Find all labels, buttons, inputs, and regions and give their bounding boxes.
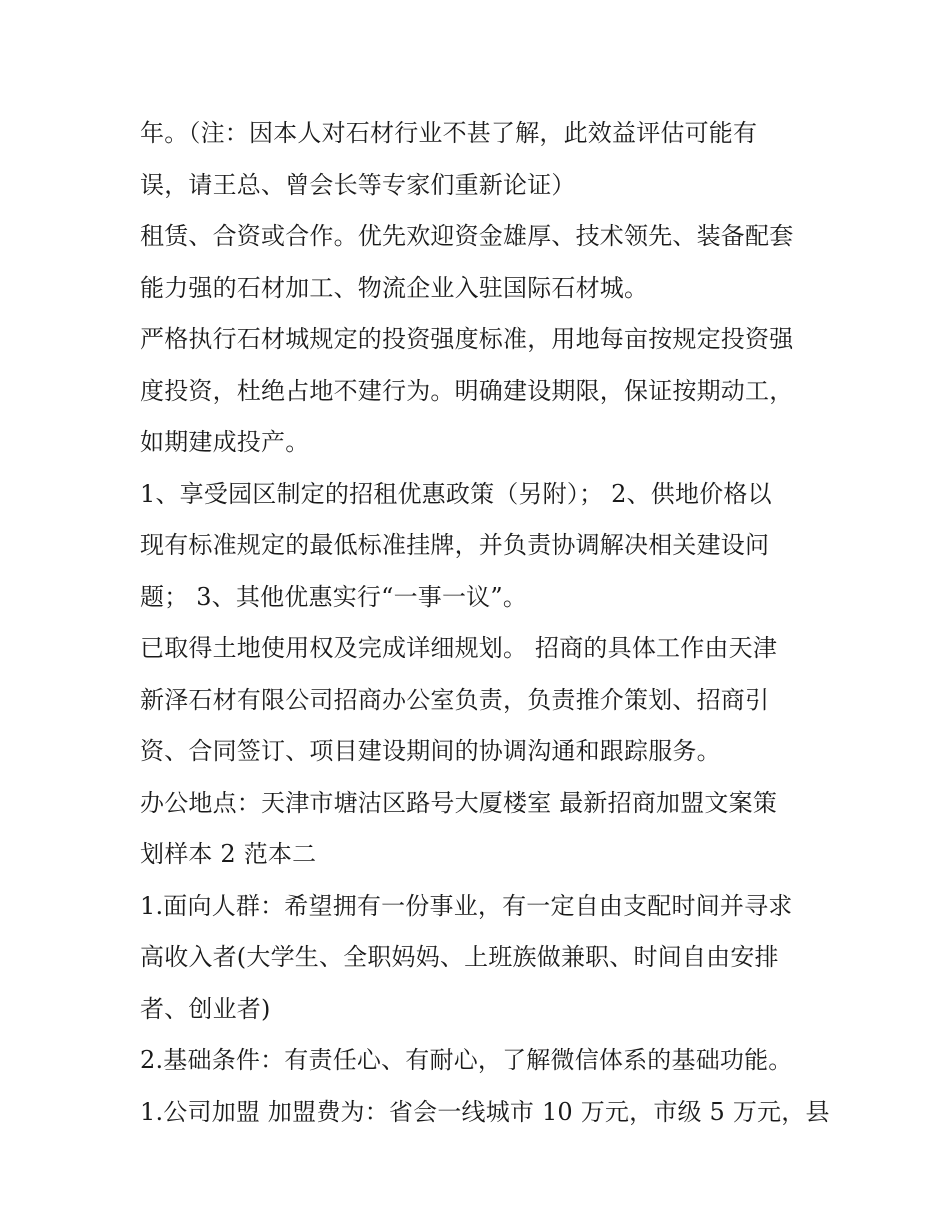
text-line: 者、创业者) [140,994,271,1023]
text-line: 已取得土地使用权及完成详细规划。 招商的具体工作由天津 [140,634,778,662]
text-line: 办公地点：天津市塘沽区路号大厦楼室 最新招商加盟文案策 [140,788,778,817]
text-line: 2.基础条件：有责任心、有耐心，了解微信体系的基础功能。 [140,1046,793,1074]
text-line: 能力强的石材加工、物流企业入驻国际石材城。 [140,273,649,302]
text-line: 现有标准规定的最低标准挂牌，并负责协调解决相关建设问 [140,531,770,559]
text-line: 租赁、合资或合作。优先欢迎资金雄厚、技术领先、装备配套 [140,222,794,250]
text-line: 年。（注：因本人对石材行业不甚了解，此效益评估可能有 [140,119,758,147]
text-line: 题； 3、其他优惠实行“一事一议”。 [140,582,528,611]
text-line: 严格执行石材城规定的投资强度标准，用地每亩按规定投资强 [140,325,794,353]
text-line: 1.公司加盟 加盟费为：省会一线城市 10 万元，市级 5 万元，县 [140,1097,830,1126]
text-line: 高收入者(大学生、全职妈妈、上班族做兼职、时间自由安排 [140,943,779,971]
body-text [140,108,840,1138]
text-line: 资、合同签订、项目建设期间的协调沟通和跟踪服务。 [140,737,721,765]
text-line: 误，请王总、曾会长等专家们重新论证） [140,170,576,199]
text-line: 1、享受园区制定的招租优惠政策（另附）； 2、供地价格以 [140,479,772,508]
text-line: 划样本 2 范本二 [140,840,317,868]
text-line: 新泽石材有限公司招商办公室负责，负责推介策划、招商引 [140,685,770,714]
text-line: 如期建成投产。 [140,428,310,456]
text-line: 度投资，杜绝占地不建行为。明确建设期限，保证按期动工， [140,376,794,405]
text-line: 1.面向人群：希望拥有一份事业，有一定自由支配时间并寻求 [140,891,793,920]
